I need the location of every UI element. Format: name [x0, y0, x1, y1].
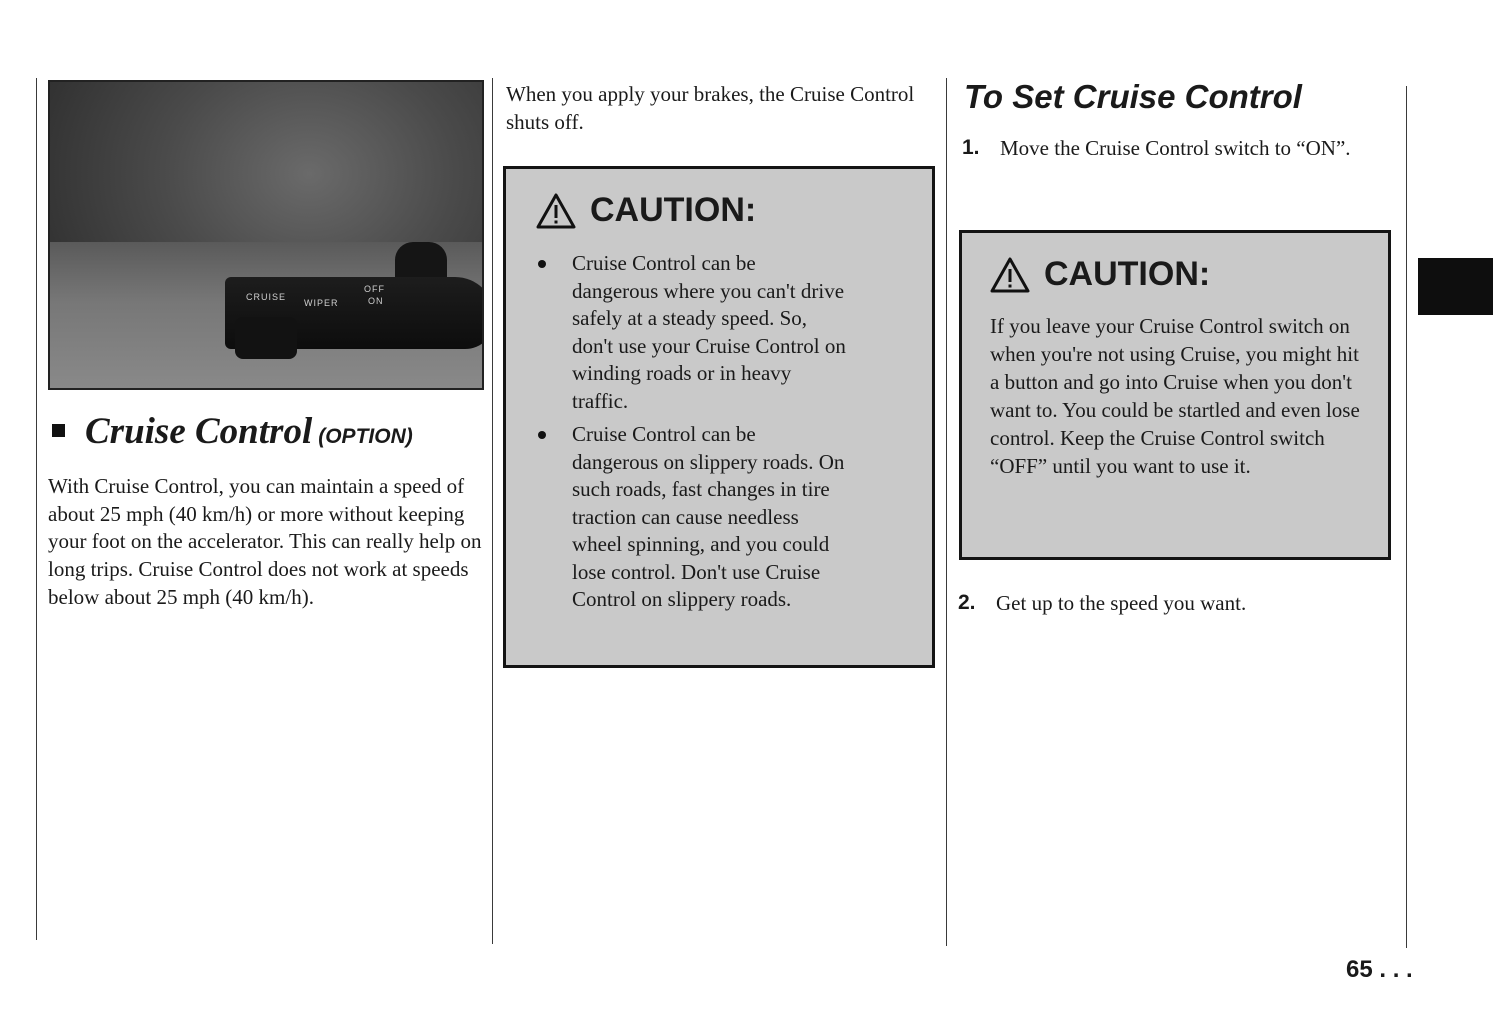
photo-label-cruise: CRUISE: [246, 292, 287, 302]
section-title: Cruise Control: [85, 411, 313, 452]
caution-title: [536, 191, 908, 230]
column-rule-right: [946, 78, 947, 946]
step-2-text: Get up to the speed you want.: [996, 591, 1247, 615]
photo-stalk-endcap: [235, 317, 297, 359]
step-1-text: Move the Cruise Control switch to “ON”.: [1000, 136, 1351, 160]
caution-item-steady-speed: Cruise Control can be dangerous where you can't drive safely at a steady speed. So, don't use your Cruise Control on winding roads or in heavy traffic.: [536, 250, 846, 415]
warning-triangle-icon: [990, 257, 1030, 293]
step-2-number: 2.: [958, 591, 976, 614]
caution-box-hazards: [503, 166, 935, 668]
caution-title-switch: [990, 255, 1366, 294]
column-rule-outer: [1406, 86, 1407, 948]
caution-box-switch: [959, 230, 1391, 560]
step-1-number: 1.: [962, 136, 980, 159]
section-tab-marker: [1418, 258, 1493, 315]
step-2: [958, 589, 1368, 617]
set-cruise-heading: To Set Cruise Control: [964, 78, 1302, 115]
caution-item-slippery-roads: Cruise Control can be dangerous on slippery roads. On such roads, fast changes in tire traction can cause needless wheel spinning, and you could lose control. Don't use Cruise Control on slippery roads.: [536, 421, 846, 614]
column-rule-left: [36, 78, 37, 940]
cruise-control-switch-photo: [48, 80, 484, 390]
page-number: 65 . . .: [1346, 956, 1413, 983]
cruise-control-intro: With Cruise Control, you can maintain a speed of about 25 mph (40 km/h) or more without keeping your foot on the accelerator. This can really help on long trips. Cruise Control does not work at speeds below about 25 mph (40 km/h).: [48, 474, 482, 609]
caution-label: CAUTION:: [590, 191, 757, 229]
warning-triangle-icon: [536, 193, 576, 229]
option-label: (OPTION): [318, 425, 413, 448]
photo-label-wiper: WIPER: [304, 298, 339, 308]
photo-label-off: OFF: [364, 284, 385, 294]
brake-note: When you apply your brakes, the Cruise Control shuts off.: [506, 82, 915, 134]
photo-label-on: ON: [368, 296, 384, 306]
column-rule-middle: [492, 78, 493, 944]
caution-text-switch: If you leave your Cruise Control switch on when you're not using Cruise, you might hit a button and go into Cruise when you don't want to. You could be startled and even lose control. Keep the Cruise Control switch “OFF” until you want to use it.: [990, 314, 1360, 478]
step-1: [962, 134, 1372, 162]
square-bullet-icon: [52, 424, 65, 437]
section-heading: [52, 410, 413, 453]
caution-list: [536, 250, 846, 614]
caution-label-switch: CAUTION:: [1044, 255, 1211, 293]
